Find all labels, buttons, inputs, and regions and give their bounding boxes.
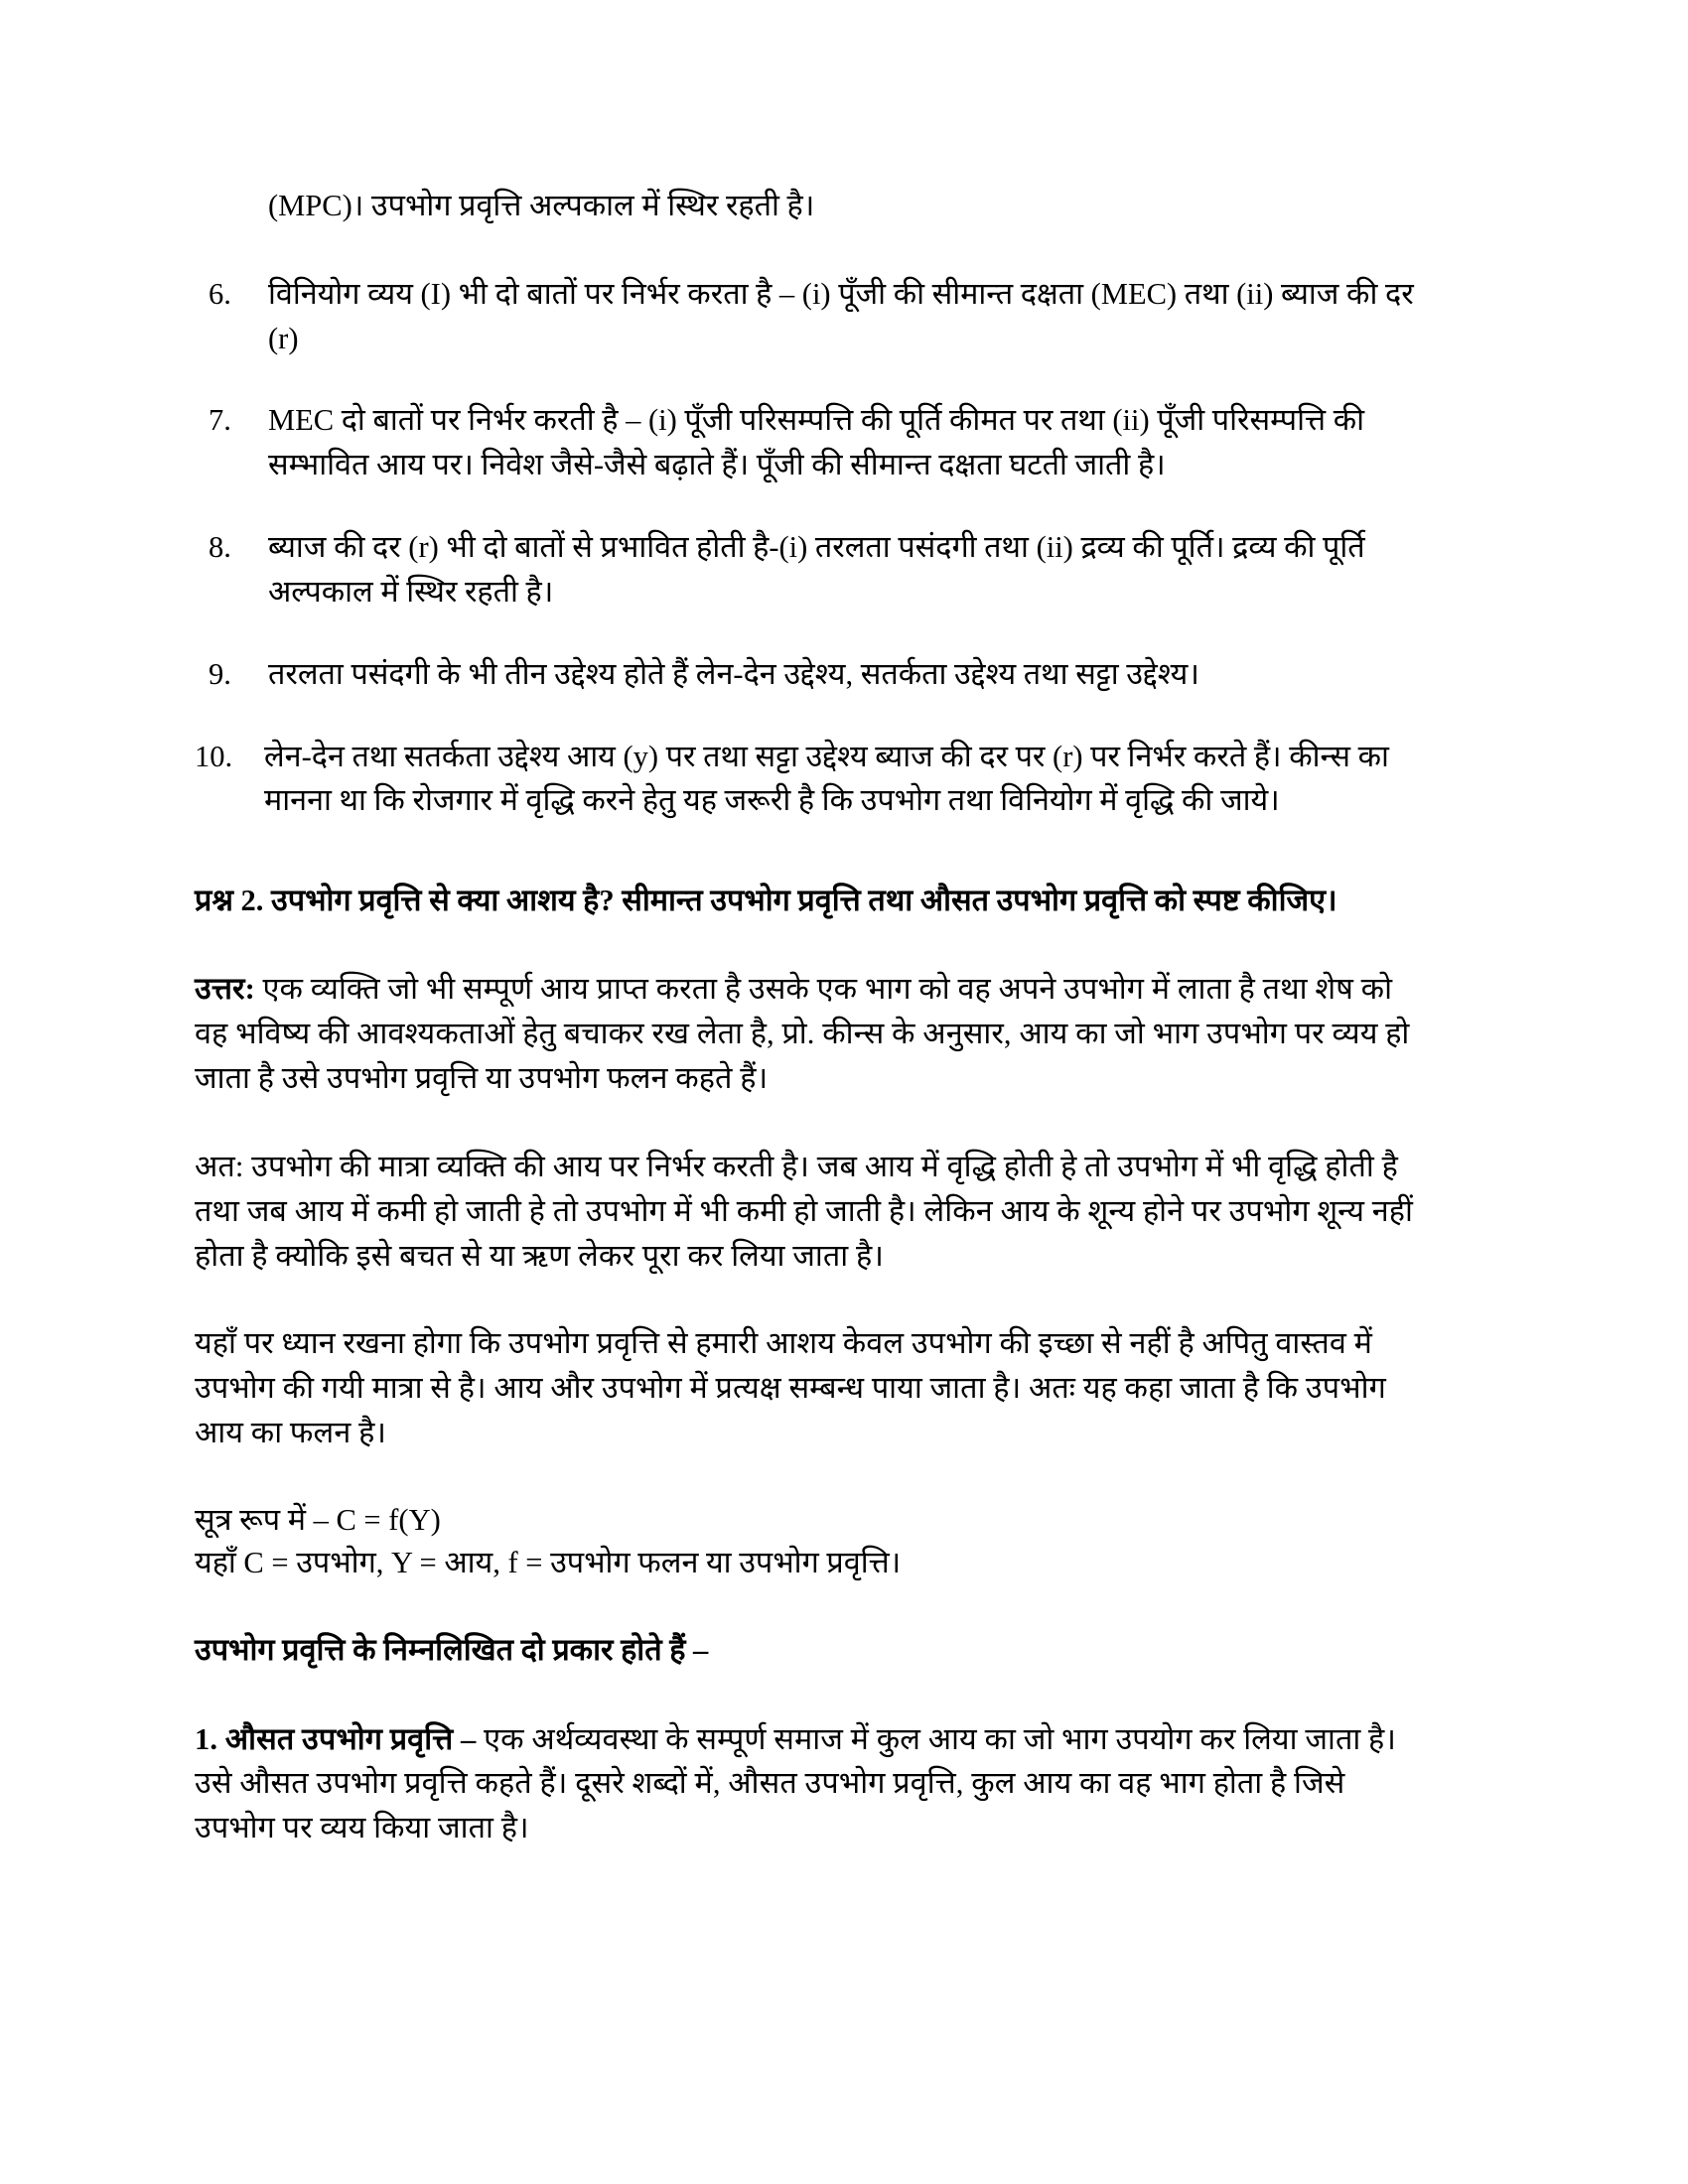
list-item <box>195 398 1422 487</box>
list-item-text: विनियोग व्यय (I) भी दो बातों पर निर्भर करता है – (i) पूँजी की सीमान्त दक्षता (MEC) तथा (ii) ब्याज की दर (r) <box>268 276 1414 355</box>
spacer <box>195 823 1422 879</box>
answer-paragraph-1 <box>195 967 1422 1100</box>
spacer <box>195 1101 1422 1145</box>
list-item-number: 9. <box>209 656 231 691</box>
formula-line-2: यहाँ C = उपभोग, Y = आय, f = उपभोग फलन या उपभोग प्रवृत्ति। <box>195 1546 902 1580</box>
continued-sentence: (MPC)। उपभोग प्रवृत्ति अल्पकाल में स्थिर रहती है। <box>268 189 815 222</box>
list-item <box>195 652 1422 697</box>
spacer <box>195 1584 1422 1628</box>
answer-label: उत्तर: <box>195 972 255 1007</box>
spacer <box>195 228 1422 272</box>
list-item-text: तरलता पसंदगी के भी तीन उद्देश्य होते हैं लेन-देन उद्देश्य, सतर्कता उद्देश्य तथा सट्टा उद्देश्य। <box>268 656 1199 691</box>
question-heading: प्रश्न 2. उपभोग प्रवृत्ति से क्या आशय है? सीमान्त उपभोग प्रवृत्ति तथा औसत उपभोग प्रवृत्ति को स्पष्ट कीजिए। <box>195 884 1337 918</box>
spacer <box>195 923 1422 967</box>
list-item <box>195 525 1422 614</box>
list-item-number: 6. <box>209 276 231 311</box>
numbered-list <box>195 272 1422 823</box>
list-item-number: 7. <box>209 403 231 438</box>
types-heading: उपभोग प्रवृत्ति के निम्नलिखित दो प्रकार होते हैं – <box>195 1633 709 1668</box>
list-item-text: ब्याज की दर (r) भी दो बातों से प्रभावित होती है-(i) तरलता पसंदगी तथा (ii) द्रव्य की पूर्ति। द्रव्य की पूर्ति अल्पकाल में स्थिर रहती है। <box>268 530 1365 609</box>
list-item-text: MEC दो बातों पर निर्भर करती है – (i) पूँजी परिसम्पत्ति की पूर्ति कीमत पर तथा (ii) पूँजी परिसम्पत्ति की सम्भावित आय पर। निवेश जैसे-जैसे बढ़ाते हैं। पूँजी की सीमान्त दक्षता घटती जाती है। <box>268 403 1365 482</box>
type-item-1-label: 1. औसत उपभोग प्रवृत्ति – <box>195 1721 477 1756</box>
spacer <box>195 1278 1422 1321</box>
type-item-1 <box>195 1717 1422 1850</box>
list-item-number: 10. <box>195 739 233 773</box>
type-item-1-text: एक अर्थव्यवस्था के सम्पूर्ण समाज में कुल आय का जो भाग उपयोग कर लिया जाता है। उसे औसत उपभोग प्रवृत्ति कहते हैं। दूसरे शब्दों में, औसत उपभोग प्रवृत्ति, कुल आय का वह भाग होता है जिसे उपभोग पर व्यय किया जाता है। <box>195 1721 1397 1845</box>
formula-line-1: सूत्र रूप में – C = f(Y) <box>195 1502 441 1537</box>
spacer <box>195 1674 1422 1717</box>
list-item-text: लेन-देन तथा सतर्कता उद्देश्य आय (y) पर तथा सट्टा उद्देश्य ब्याज की दर पर (r) पर निर्भर करते हैं। कीन्स का मानना था कि रोजगार में वृद्धि करने हेतु यह जरूरी है कि उपभोग तथा विनियोग में वृद्धि की जाये। <box>264 739 1389 818</box>
list-item <box>195 272 1422 361</box>
list-item <box>195 735 1422 824</box>
answer-paragraph-1-text: एक व्यक्ति जो भी सम्पूर्ण आय प्राप्त करता है उसके एक भाग को वह अपने उपभोग में लाता है तथा शेष को वह भविष्य की आवश्यकताओं हेतु बचाकर रख लेता है, प्रो. कीन्स के अनुसार, आय का जो भाग उपभोग पर व्यय हो जाता है उसे उपभोग प्रवृत्ति या उपभोग फलन कहते हैं। <box>195 972 1410 1096</box>
list-item-number: 8. <box>209 530 231 565</box>
answer-paragraph-3: यहाँ पर ध्यान रखना होगा कि उपभोग प्रवृत्ति से हमारी आशय केवल उपभोग की इच्छा से नहीं है अपितु वास्तव में उपभोग की गयी मात्रा से है। आय और उपभोग में प्रत्यक्ष सम्बन्ध पाया जाता है। अतः यह कहा जाता है कि उपभोग आय का फलन है। <box>195 1326 1386 1450</box>
answer-paragraph-2: अत: उपभोग की मात्रा व्यक्ति की आय पर निर्भर करती है। जब आय में वृद्धि होती हे तो उपभोग में भी वृद्धि होती है तथा जब आय में कमी हो जाती हे तो उपभोग में भी कमी हो जाती है। लेकिन आय के शून्य होने पर उपभोग शून्य नहीं होता है क्योकि इसे बचत से या ऋण लेकर पूरा कर लिया जाता है। <box>195 1149 1413 1273</box>
page-content <box>195 184 1422 1850</box>
spacer <box>195 1455 1422 1499</box>
